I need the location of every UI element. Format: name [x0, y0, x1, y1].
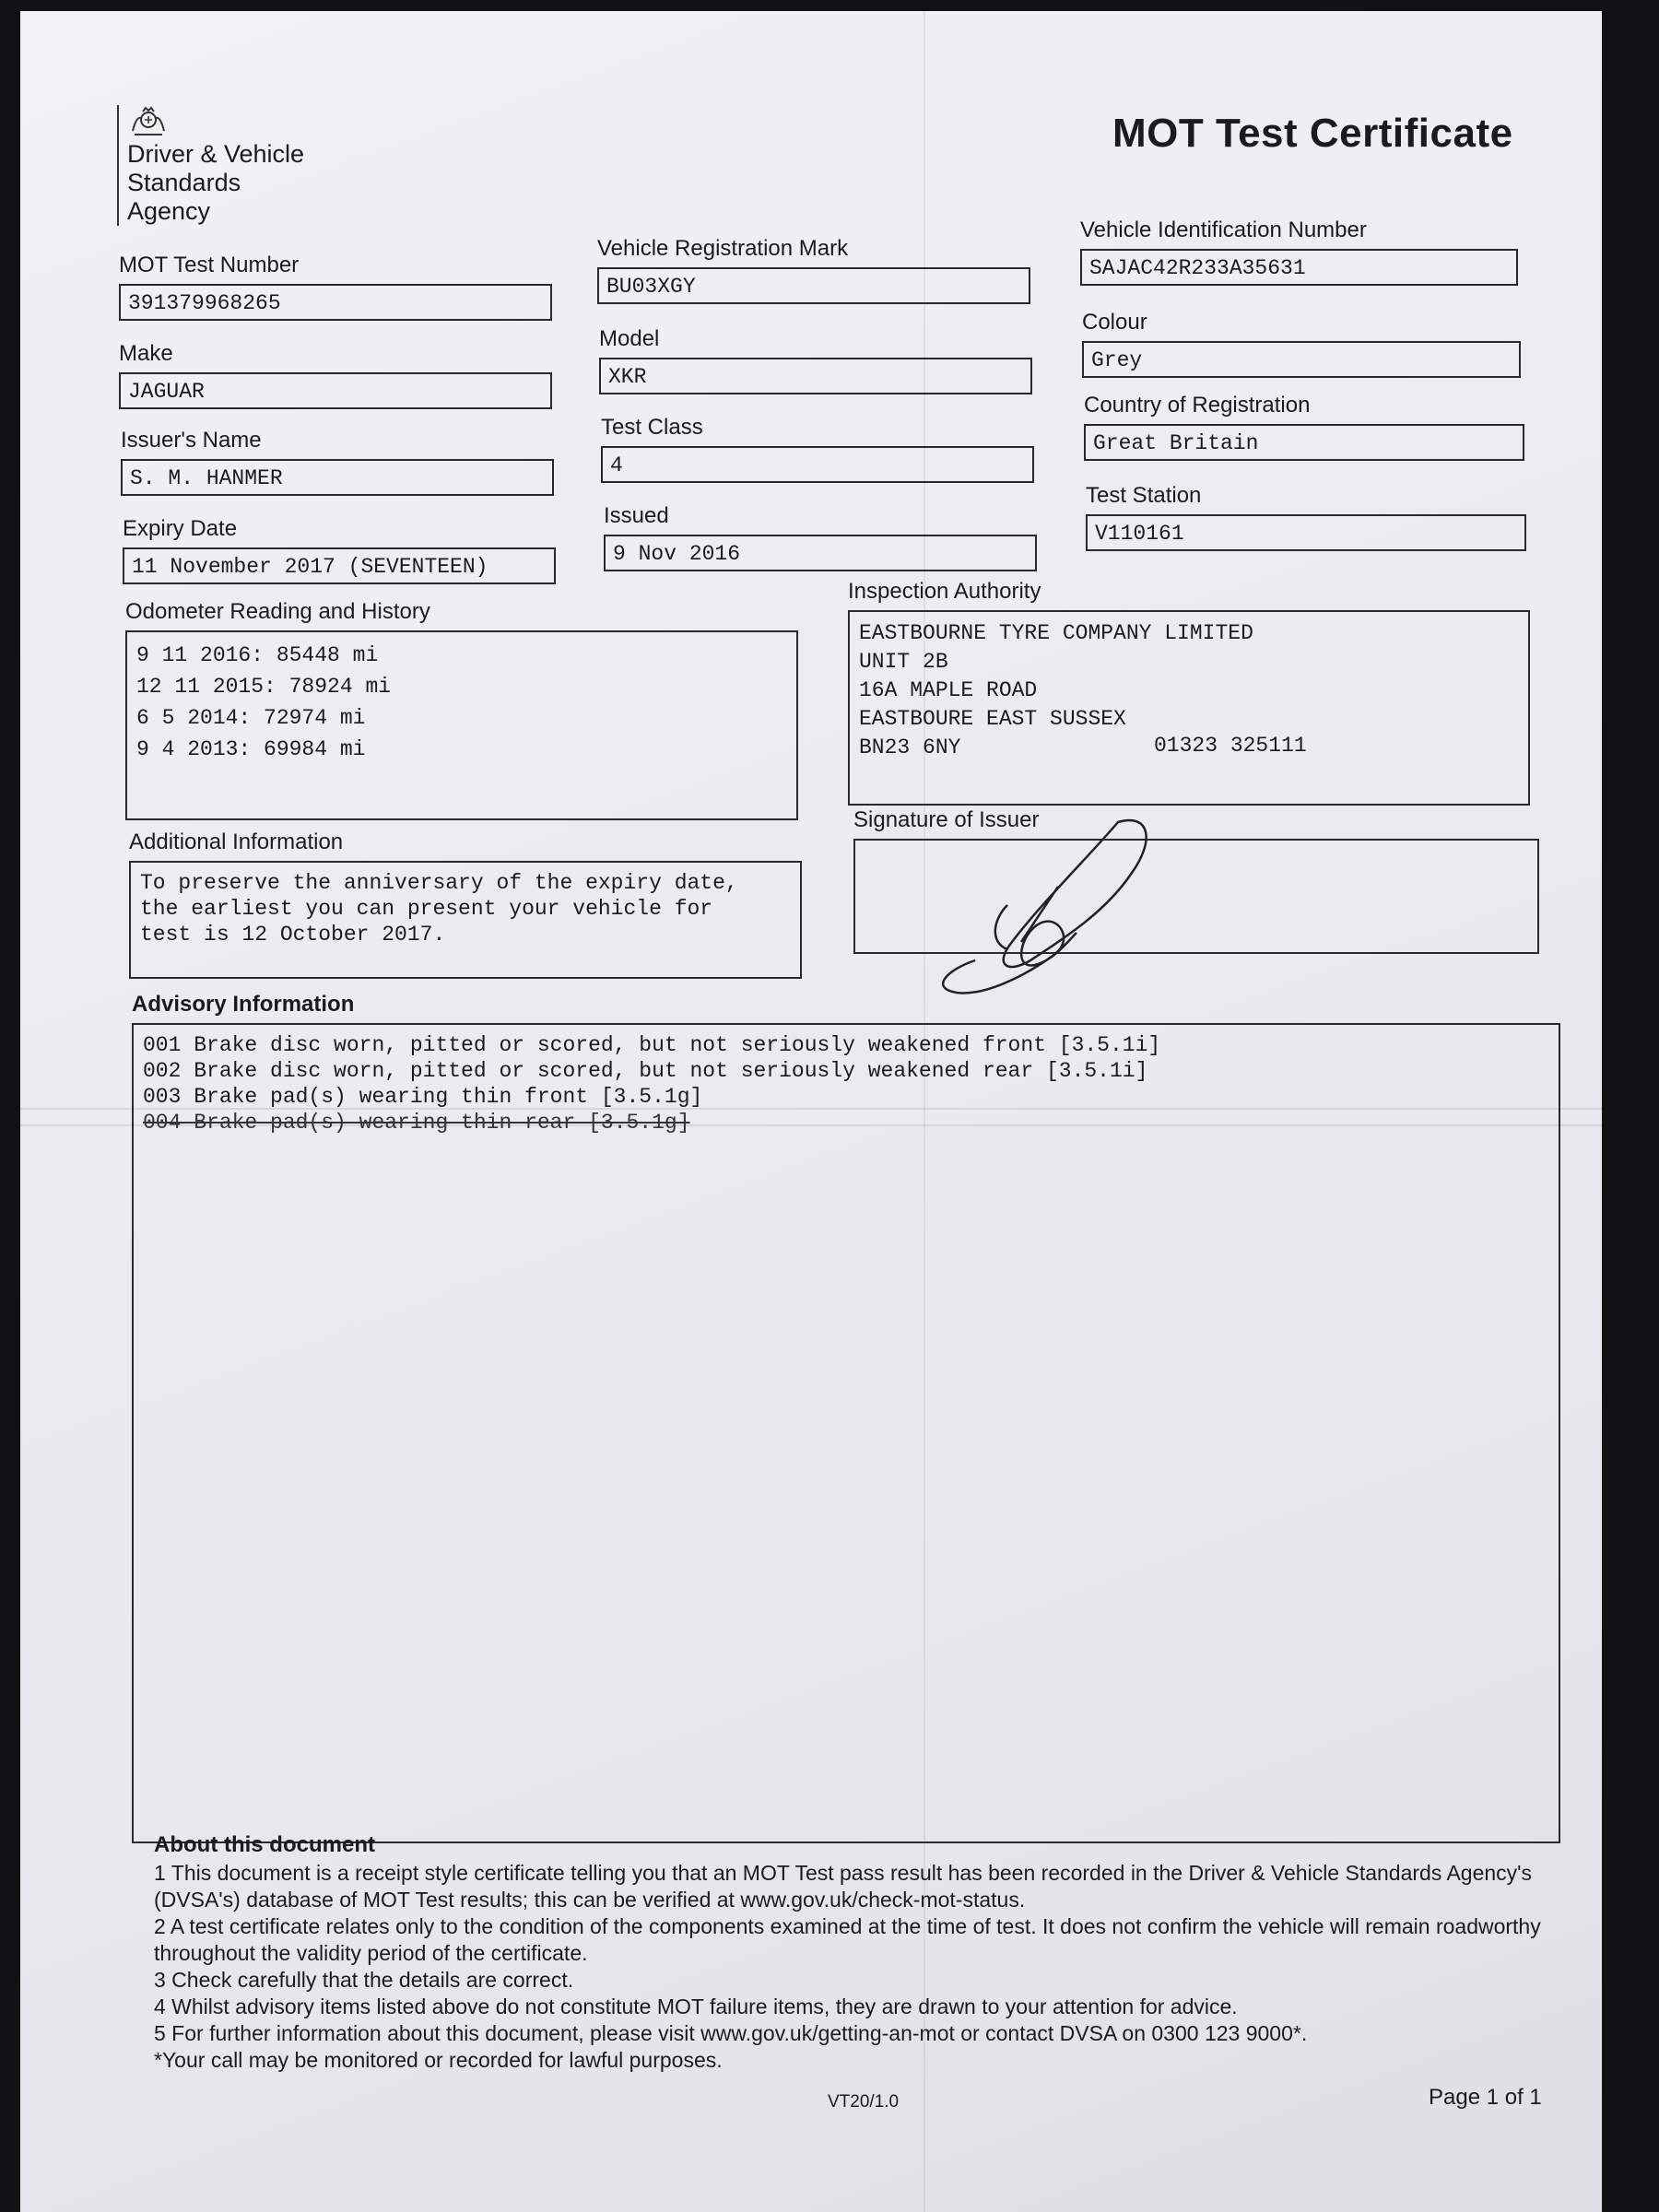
section-label: Odometer Reading and History: [125, 599, 430, 624]
section-label: Advisory Information: [132, 992, 355, 1017]
authority-phone: 01323 325111: [1154, 734, 1307, 758]
about-heading: About this document: [154, 1832, 375, 1857]
model-field: [599, 326, 1032, 394]
odometer-section: [125, 599, 798, 820]
odometer-row: 12 11 2015: 78924 mi: [136, 675, 392, 699]
form-code: VT20/1.0: [828, 2092, 900, 2112]
field-value: BU03XGY: [597, 267, 1030, 304]
field-value: S. M. HANMER: [121, 459, 554, 496]
odometer-box: [125, 630, 798, 820]
field-value: JAGUAR: [119, 372, 552, 409]
signature-scribble: [920, 804, 1169, 1006]
inspection-authority-section: [848, 579, 1530, 806]
agency-logo: [117, 105, 304, 226]
expiry-date-field: [123, 516, 556, 584]
info-line: To preserve the anniversary of the expiry date,: [140, 871, 738, 895]
field-label: Country of Registration: [1084, 393, 1311, 418]
field-label: Vehicle Registration Mark: [597, 236, 849, 261]
certificate-paper: [20, 11, 1602, 2212]
info-line: the earliest you can present your vehicle for: [140, 897, 713, 921]
section-label: Inspection Authority: [848, 579, 1041, 604]
about-item: 2 A test certificate relates only to the condition of the components examined at the time of test. It does not confirm the vehicle will remain roadworthy throughout the validity period of the certificate.: [154, 1914, 1541, 1965]
advisory-box: [132, 1023, 1560, 1843]
advisory-section: [132, 992, 1560, 1843]
about-footnote: *Your call may be monitored or recorded for lawful purposes.: [154, 2048, 723, 2072]
field-value: XKR: [599, 358, 1032, 394]
odometer-row: 6 5 2014: 72974 mi: [136, 706, 366, 730]
address-line: EASTBOURNE TYRE COMPANY LIMITED: [859, 621, 1253, 645]
inspection-authority-box: [848, 610, 1530, 806]
field-value: Great Britain: [1084, 424, 1524, 461]
make-field: [119, 341, 552, 409]
field-label: Expiry Date: [123, 516, 238, 541]
advisory-row: 001 Brake disc worn, pitted or scored, but not seriously weakened front [3.5.1i]: [143, 1033, 1161, 1057]
field-label: Make: [119, 341, 173, 366]
field-label: Issued: [604, 503, 669, 528]
country-of-registration-field: [1084, 393, 1524, 461]
agency-name-line: Driver & Vehicle: [127, 140, 305, 168]
advisory-row: 004 Brake pad(s) wearing thin rear [3.5.1g]: [143, 1111, 690, 1135]
field-label: Issuer's Name: [121, 428, 262, 453]
field-label: Test Class: [601, 415, 703, 440]
advisory-row: 003 Brake pad(s) wearing thin front [3.5.1g]: [143, 1085, 703, 1109]
field-value: Grey: [1082, 341, 1521, 378]
address-line: UNIT 2B: [859, 650, 948, 674]
about-item: 3 Check carefully that the details are correct.: [154, 1968, 574, 1992]
field-label: Model: [599, 326, 660, 351]
section-label: Additional Information: [129, 830, 344, 854]
field-value: 11 November 2017 (SEVENTEEN): [123, 547, 556, 584]
test-class-field: [601, 415, 1034, 483]
document-title: MOT Test Certificate: [1112, 111, 1513, 156]
test-station-field: [1086, 483, 1526, 551]
odometer-row: 9 11 2016: 85448 mi: [136, 643, 379, 667]
address-line: 16A MAPLE ROAD: [859, 678, 1038, 702]
additional-information-section: [129, 830, 802, 979]
field-label: Colour: [1082, 310, 1147, 335]
address-line: EASTBOURE EAST SUSSEX: [859, 707, 1126, 731]
agency-name-line: Agency: [127, 197, 211, 225]
vehicle-identification-number-field: [1080, 218, 1518, 286]
about-item: 1 This document is a receipt style certificate telling you that an MOT Test pass result has been recorded in the Driver & Vehicle Standards Agency's (DVSA's) database of MOT Test results; this can be verified at www.gov.uk/check-mot-status.: [154, 1861, 1533, 1912]
field-label: Test Station: [1086, 483, 1202, 508]
colour-field: [1082, 310, 1521, 378]
section-label: Signature of Issuer: [853, 807, 1040, 832]
field-value: 4: [601, 446, 1034, 483]
issued-field: [604, 503, 1037, 571]
odometer-row: 9 4 2013: 69984 mi: [136, 737, 366, 761]
field-value: SAJAC42R233A35631: [1080, 249, 1518, 286]
about-item: 4 Whilst advisory items listed above do not constitute MOT failure items, they are drawn to your attention for advice.: [154, 1994, 1238, 2018]
field-value: V110161: [1086, 514, 1526, 551]
signature-section: [853, 807, 1539, 954]
mot-test-number-field: [119, 253, 552, 321]
field-label: Vehicle Identification Number: [1080, 218, 1367, 242]
advisory-row: 002 Brake disc worn, pitted or scored, but not seriously weakened rear [3.5.1i]: [143, 1059, 1148, 1083]
field-value: 391379968265: [119, 284, 552, 321]
vehicle-registration-mark-field: [597, 236, 1030, 304]
info-line: test is 12 October 2017.: [140, 923, 446, 947]
page-number: Page 1 of 1: [1429, 2085, 1542, 2110]
about-item: 5 For further information about this document, please visit www.gov.uk/getting-an-mot or contact DVSA on 0300 123 9000*.: [154, 2021, 1308, 2045]
issuers-name-field: [121, 428, 554, 496]
royal-coat-of-arms-icon: [127, 105, 170, 138]
field-value: 9 Nov 2016: [604, 535, 1037, 571]
agency-name-line: Standards: [127, 169, 241, 196]
signature-box: [853, 839, 1539, 954]
address-line: BN23 6NY: [859, 735, 961, 759]
about-section: [154, 1831, 1573, 2074]
additional-information-box: [129, 861, 802, 979]
field-label: MOT Test Number: [119, 253, 300, 277]
